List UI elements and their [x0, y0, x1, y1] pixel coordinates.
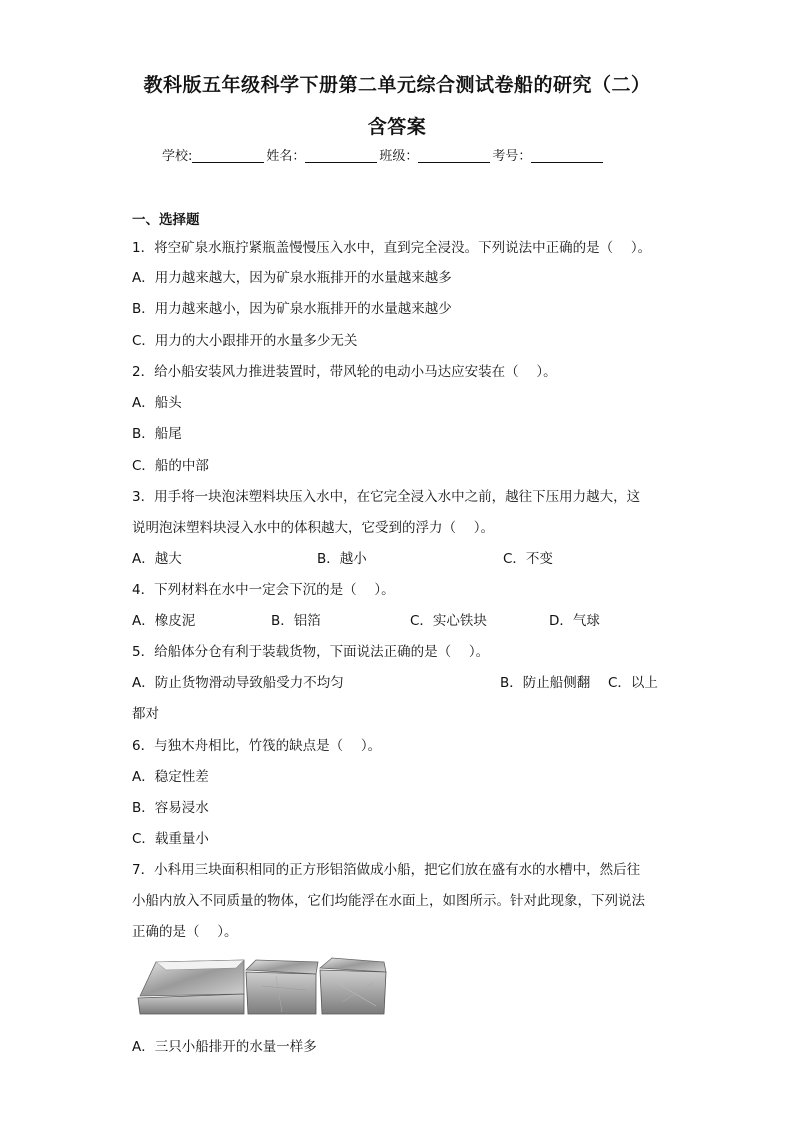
class-label: 班级： — [379, 149, 419, 164]
boat-middle — [246, 960, 318, 1014]
q7-stem-line1: 7．小科用三块面积相同的正方形铝箔做成小船，把它们放在盛有水的水槽中，然后往 — [132, 862, 641, 878]
section-heading: 一、选择题 — [132, 212, 200, 228]
q1-stem: 1．将空矿泉水瓶拧紧瓶盖慢慢压入水中，直到完全浸没。下列说法中正确的是（ ）。 — [132, 240, 652, 256]
q2-option-c: C．船的中部 — [132, 458, 209, 474]
q5-option-c: C．以上 — [608, 675, 658, 691]
q5-option-a: A．防止货物滑动导致船受力不均匀 — [132, 675, 344, 691]
number-blank[interactable] — [531, 149, 603, 163]
q2-stem: 2．给小船安装风力推进装置时，带风轮的电动小马达应安装在（ ）。 — [132, 364, 557, 380]
q1-option-a: A．用力越来越大，因为矿泉水瓶排开的水量越来越多 — [132, 270, 452, 286]
name-blank[interactable] — [305, 149, 377, 163]
q4-stem: 4．下列材料在水中一定会下沉的是（ ）。 — [132, 582, 395, 598]
boat-left — [138, 960, 244, 1014]
q3-stem-line2: 说明泡沫塑料块浸入水中的体积越大，它受到的浮力（ ）。 — [132, 520, 495, 536]
class-blank[interactable] — [418, 149, 490, 163]
q4-option-c: C．实心铁块 — [410, 613, 487, 629]
q2-option-a: A．船头 — [132, 395, 182, 411]
q6-stem: 6．与独木舟相比，竹筏的缺点是（ ）。 — [132, 738, 382, 754]
school-blank[interactable] — [192, 149, 264, 163]
q3-option-a: A．越大 — [132, 551, 182, 567]
q5-stem: 5．给船体分仓有利于装载货物，下面说法正确的是（ ）。 — [132, 644, 490, 660]
q7-stem-line2: 小船内放入不同质量的物体，它们均能浮在水面上，如图所示。针对此现象，下列说法 — [132, 893, 645, 909]
q6-option-b: B．容易浸水 — [132, 800, 209, 816]
boat-right — [320, 958, 386, 1014]
page-subtitle: 含答案 — [367, 116, 427, 138]
q7-option-a: A．三只小船排开的水量一样多 — [132, 1039, 317, 1055]
q4-option-b: B．铝箔 — [271, 613, 321, 629]
q3-stem-line1: 3．用手将一块泡沫塑料块压入水中，在它完全浸入水中之前，越往下压用力越大，这 — [132, 489, 641, 505]
q7-stem-line3: 正确的是（ ）。 — [132, 924, 238, 940]
q4-option-a: A．橡皮泥 — [132, 613, 196, 629]
q5-option-b: B．防止船侧翻 — [500, 675, 591, 691]
school-label: 学校: — [162, 149, 193, 164]
q4-option-d: D．气球 — [549, 613, 600, 629]
q3-option-b: B．越小 — [317, 551, 367, 567]
aluminum-boats-photo — [136, 956, 388, 1016]
q5-option-c-continued: 都对 — [132, 706, 159, 722]
q2-option-b: B．船尾 — [132, 426, 182, 442]
page-title: 教科版五年级科学下册第二单元综合测试卷船的研究（二） — [143, 74, 651, 96]
q1-option-c: C．用力的大小跟排开的水量多少无关 — [132, 333, 358, 349]
student-info-row — [162, 145, 605, 164]
q6-option-a: A．稳定性差 — [132, 769, 209, 785]
q1-option-b: B．用力越来越小，因为矿泉水瓶排开的水量越来越少 — [132, 301, 452, 317]
q3-option-c: C．不变 — [503, 551, 553, 567]
name-label: 姓名： — [266, 149, 306, 164]
number-label: 考号： — [492, 149, 532, 164]
q6-option-c: C．载重量小 — [132, 831, 209, 847]
